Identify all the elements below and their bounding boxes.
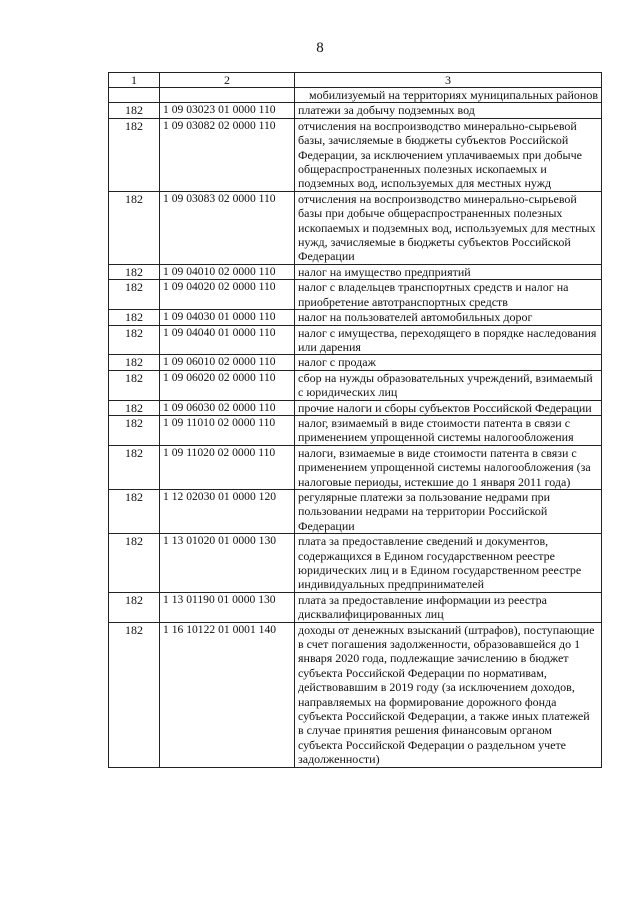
table-row — [109, 400, 602, 415]
header-col-2: 2 — [160, 73, 295, 88]
revenue-description-cell: налоги, взимаемые в виде стоимости патента в связи с применением упрощенной системы налогообложения (за налоговые периоды, истекшие до 1 января 2011 года) — [295, 445, 602, 489]
table-row — [109, 118, 602, 191]
admin-code-cell: 182 — [109, 325, 160, 355]
continuation-description: мобилизуемый на территориях муниципальных районов — [295, 88, 602, 103]
budget-classification-code-cell: 1 12 02030 01 0000 120 — [160, 489, 295, 533]
admin-code-cell: 182 — [109, 310, 160, 325]
admin-code-cell: 182 — [109, 415, 160, 445]
admin-code-cell: 182 — [109, 445, 160, 489]
continuation-code-cell — [160, 88, 295, 103]
revenue-description-cell: доходы от денежных взысканий (штрафов), поступающие в счет погашения задолженности, образовавшейся до 1 января 2020 года, подлежащие зачислению в бюджет субъекта Российской Федерации по нормативам, действовавшим в 2019 году (за исключением доходов, направляемых на формирование дорожного фонда субъекта Российской Федерации, а также иных платежей в случае принятия решения финансовым органом субъекта Российской Федерации о раздельном учете задолженности) — [295, 622, 602, 767]
table-row — [109, 191, 602, 264]
table-row — [109, 264, 602, 279]
admin-code-cell: 182 — [109, 280, 160, 310]
admin-code-cell: 182 — [109, 370, 160, 400]
table-row — [109, 325, 602, 355]
budget-classification-code-cell: 1 13 01190 01 0000 130 — [160, 592, 295, 622]
table-row — [109, 534, 602, 593]
revenue-description-cell: налог, взимаемый в виде стоимости патента в связи с применением упрощенной системы налогообложения — [295, 415, 602, 445]
revenue-description-cell: налог с владельцев транспортных средств и налог на приобретение автотранспортных средств — [295, 280, 602, 310]
table-header-row — [109, 73, 602, 88]
revenue-description-cell: налог с продаж — [295, 355, 602, 370]
revenue-description-cell: сбор на нужды образовательных учреждений, взимаемый с юридических лиц — [295, 370, 602, 400]
revenue-description-cell: платежи за добычу подземных вод — [295, 103, 602, 118]
admin-code-cell: 182 — [109, 400, 160, 415]
admin-code-cell: 182 — [109, 355, 160, 370]
revenue-description-cell: прочие налоги и сборы субъектов Российской Федерации — [295, 400, 602, 415]
continuation-row — [109, 88, 602, 103]
revenue-description-cell: отчисления на воспроизводство минерально-сырьевой базы, зачисляемые в бюджеты субъектов Российской Федерации, за исключением уплачиваемых при добыче общераспространенных полезных ископаемых и подземных вод, используемых для местных нужд — [295, 118, 602, 191]
page-number: 8 — [316, 40, 324, 56]
revenue-description-cell: плата за предоставление информации из реестра дисквалифицированных лиц — [295, 592, 602, 622]
admin-code-cell: 182 — [109, 103, 160, 118]
budget-classification-code-cell: 1 09 04010 02 0000 110 — [160, 264, 295, 279]
admin-code-cell: 182 — [109, 264, 160, 279]
table-row — [109, 355, 602, 370]
budget-classification-code-cell: 1 09 06010 02 0000 110 — [160, 355, 295, 370]
table-row — [109, 489, 602, 533]
budget-classification-code-cell: 1 09 06020 02 0000 110 — [160, 370, 295, 400]
budget-classification-code-cell: 1 09 06030 02 0000 110 — [160, 400, 295, 415]
revenue-description-cell: налог на имущество предприятий — [295, 264, 602, 279]
table-row — [109, 415, 602, 445]
budget-classification-code-cell: 1 09 03082 02 0000 110 — [160, 118, 295, 191]
header-col-1: 1 — [109, 73, 160, 88]
revenue-description-cell: налог на пользователей автомобильных дорог — [295, 310, 602, 325]
budget-classification-code-cell: 1 09 03083 02 0000 110 — [160, 191, 295, 264]
budget-classification-code-cell: 1 16 10122 01 0001 140 — [160, 622, 295, 767]
budget-classification-code-cell: 1 09 04020 02 0000 110 — [160, 280, 295, 310]
revenue-description-cell: регулярные платежи за пользование недрами при пользовании недрами на территории Российской Федерации — [295, 489, 602, 533]
revenue-description-cell: налог с имущества, переходящего в порядке наследования или дарения — [295, 325, 602, 355]
budget-classification-code-cell: 1 13 01020 01 0000 130 — [160, 534, 295, 593]
table-row — [109, 103, 602, 118]
budget-classification-code-cell: 1 09 03023 01 0000 110 — [160, 103, 295, 118]
table-row — [109, 310, 602, 325]
continuation-admin-cell — [109, 88, 160, 103]
table-row — [109, 592, 602, 622]
table-row — [109, 445, 602, 489]
admin-code-cell: 182 — [109, 489, 160, 533]
revenue-description-cell: плата за предоставление сведений и документов, содержащихся в Едином государственном реестре юридических лиц и в Едином государственном реестре индивидуальных предпринимателей — [295, 534, 602, 593]
admin-code-cell: 182 — [109, 534, 160, 593]
admin-code-cell: 182 — [109, 118, 160, 191]
admin-code-cell: 182 — [109, 191, 160, 264]
admin-code-cell: 182 — [109, 592, 160, 622]
budget-classification-code-cell: 1 09 11020 02 0000 110 — [160, 445, 295, 489]
revenue-description-cell: отчисления на воспроизводство минерально-сырьевой базы при добыче общераспространенных полезных ископаемых и подземных вод, используемых для местных нужд, зачисляемые в бюджеты субъектов Российской Федерации — [295, 191, 602, 264]
budget-classification-code-cell: 1 09 04030 01 0000 110 — [160, 310, 295, 325]
budget-classification-code-cell: 1 09 11010 02 0000 110 — [160, 415, 295, 445]
header-col-3: 3 — [295, 73, 602, 88]
admin-code-cell: 182 — [109, 622, 160, 767]
table-row — [109, 370, 602, 400]
table-row — [109, 622, 602, 767]
revenue-codes-table — [108, 72, 602, 768]
budget-classification-code-cell: 1 09 04040 01 0000 110 — [160, 325, 295, 355]
table-row — [109, 280, 602, 310]
